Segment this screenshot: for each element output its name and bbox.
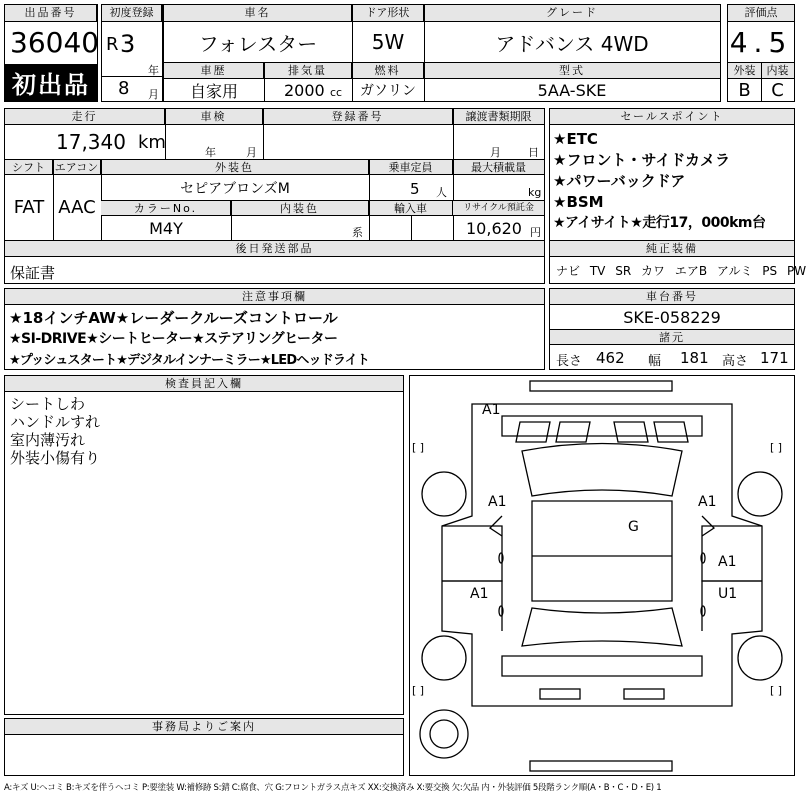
door-label: ドア形状 [352,5,424,22]
sales-point-item: ★ETC [553,130,598,148]
wheel-rear-right [738,636,782,680]
month-unit: 月 [148,88,159,101]
inspector-title: 検査員記入欄 [5,376,403,392]
grade-label: グレード [424,5,720,22]
chassis-number: SKE-058229 [623,307,721,327]
sales-point-item: ★フロント・サイドカメラ [553,151,730,169]
sales-point-item: ★パワーバックドア [553,172,686,190]
width: 181 [680,349,709,367]
ext-color: セピアブロンズM [180,180,290,197]
front-bumper-outline [530,381,672,391]
exterior-grade: B [738,79,751,101]
inspector-line: シートしわ [10,395,86,413]
bracket-left-lower: [ ] [412,684,425,697]
door-type: 5W [371,30,405,54]
fuel: ガソリン [360,83,416,99]
chassis-title: 車台番号 [550,289,794,305]
inspection-month-unit: 月 [246,146,257,159]
notes-title: 注意事項欄 [5,289,544,305]
mark-roof: G [628,519,639,535]
equipment-item: PS [762,264,778,278]
legend: A:キズ U:ヘコミ B:キズを伴うヘコミ P:要塗装 W:補修跡 S:錆 C:腐食、穴 G:フロントガラス点キズ XX:交換済み X:要交換 欠:欠品 内・外装評価 5段階ランク順(A・B・C・D・E) 1 [4,783,662,793]
mileage-label: 走行 [5,109,165,125]
equipment-item: エアB [674,264,708,278]
car-diagram [410,376,794,775]
later-parts: 保証書 [10,264,56,282]
sales-point-item: ★アイサイト★走行17，000km台 [553,215,766,231]
wheel-front-right [738,472,782,516]
equipment-item: カワ [641,264,666,278]
capacity-label: 乗車定員 [369,160,453,175]
dims-title: 諸元 [550,330,794,345]
era: R [106,34,119,55]
equipment-item: TV [589,264,606,278]
body-outline [442,404,762,706]
bracket-right-lower: [ ] [770,684,783,697]
transfer-label: 譲渡書類期限 [453,109,544,125]
inspector-notes [10,395,100,467]
capacity: 5 [410,180,420,198]
int-color-unit: 系 [352,226,363,239]
inspection-label: 車検 [165,109,263,125]
note-line: ★プッシュスタート★デジタルインナーミラー★LEDヘッドライト [9,353,370,368]
score-label: 評価点 [728,5,794,22]
rear-window-outline [522,608,682,646]
lot-number: 36040 [10,26,100,59]
displacement-label: 排気量 [264,63,352,79]
first-listing-badge [5,64,97,101]
interior-grade: C [771,79,784,101]
score: 4.5 [729,25,793,59]
transfer-month-unit: 月 [490,146,501,159]
shift: FAT [13,197,45,218]
max-load-label: 最大積載量 [453,160,544,175]
import-label: 輸入車 [369,201,453,216]
model-label: 型式 [424,63,720,79]
transfer-day-unit: 日 [528,146,539,159]
length-label: 長さ [556,354,583,369]
bracket-right: [ ] [770,441,783,454]
equipment-item: PW [786,264,806,278]
roof-outline [532,501,672,601]
ac: AAC [58,197,96,218]
sales-points-title: セールスポイント [550,109,794,125]
car-name: フォレスター [198,31,318,56]
mark-door-right-front: A1 [718,554,737,570]
office-title: 事務局よりご案内 [5,719,403,735]
inspector-line: 外装小傷有り [10,449,101,467]
color-no-label: カラーNo. [101,201,231,216]
year: 3 [120,30,136,58]
first-listing-text: 初出品 [12,71,90,99]
recycle-amount: 10,620 [466,219,522,238]
sales-point-item: ★BSM [553,193,604,211]
interior-label: 内装 [761,63,794,79]
width-label: 幅 [648,354,662,369]
displacement-unit: cc [330,86,343,99]
exterior-label: 外装 [728,63,761,79]
length: 462 [596,349,625,367]
sales-points-list [553,129,793,234]
wheel-rear-left [422,636,466,680]
reg-no-label: 登録番号 [263,109,453,125]
equipment-item: ナビ [556,264,581,278]
note-line: ★SI-DRIVE★シートヒーター★ステアリングヒーター [9,331,338,347]
fuel-label: 燃料 [352,63,424,79]
mark-rear-right: U1 [718,586,738,602]
equipment-item: SR [615,264,632,278]
mark-front-top: A1 [482,402,501,418]
color-no: M4Y [149,218,183,238]
max-load-unit: kg [528,186,542,199]
wheel-front-left [422,472,466,516]
mark-rear-left: A1 [470,586,489,602]
height-label: 高さ [722,354,749,369]
inspector-line: ハンドルすれ [10,413,101,431]
int-color-label: 内装色 [231,201,369,216]
shift-label: シフト [5,160,53,175]
capacity-unit: 人 [436,186,447,199]
mark-front-left: A1 [488,494,507,510]
ext-color-label: 外装色 [101,160,369,175]
rear-bumper-outline [540,689,580,699]
recycle-unit: 円 [530,226,541,239]
grade: アドバンス 4WD [495,31,649,56]
bracket-left: [ ] [412,441,425,454]
first-reg-label: 初度登録 [102,5,162,22]
history-label: 車歴 [164,63,264,79]
equipment-item: アルミ [716,264,753,278]
equipment-title: 純正装備 [550,241,794,257]
recycle-label: リサイクル預託金 [453,201,544,216]
model: 5AA-SKE [537,80,607,100]
mileage: 17,340 [56,130,126,154]
car-name-label: 車名 [164,5,352,22]
history: 自家用 [189,81,238,101]
notes-list [9,308,369,371]
ac-label: エアコン [53,160,101,175]
later-parts-label: 後日発送部品 [5,241,544,257]
mark-front-right: A1 [698,494,717,510]
windshield-outline [522,444,682,497]
height: 171 [760,349,789,367]
displacement: 2000 [284,81,325,100]
mileage-unit: km [138,132,166,153]
lot-label: 出品番号 [5,5,97,22]
inspection-year-unit: 年 [205,146,216,159]
year-unit: 年 [148,64,159,77]
equipment-list [556,262,806,279]
month: 8 [118,78,130,99]
inspector-line: 室内薄汚れ [10,431,86,449]
note-line: ★18インチAW★レーダークルーズコントロール [9,309,338,327]
